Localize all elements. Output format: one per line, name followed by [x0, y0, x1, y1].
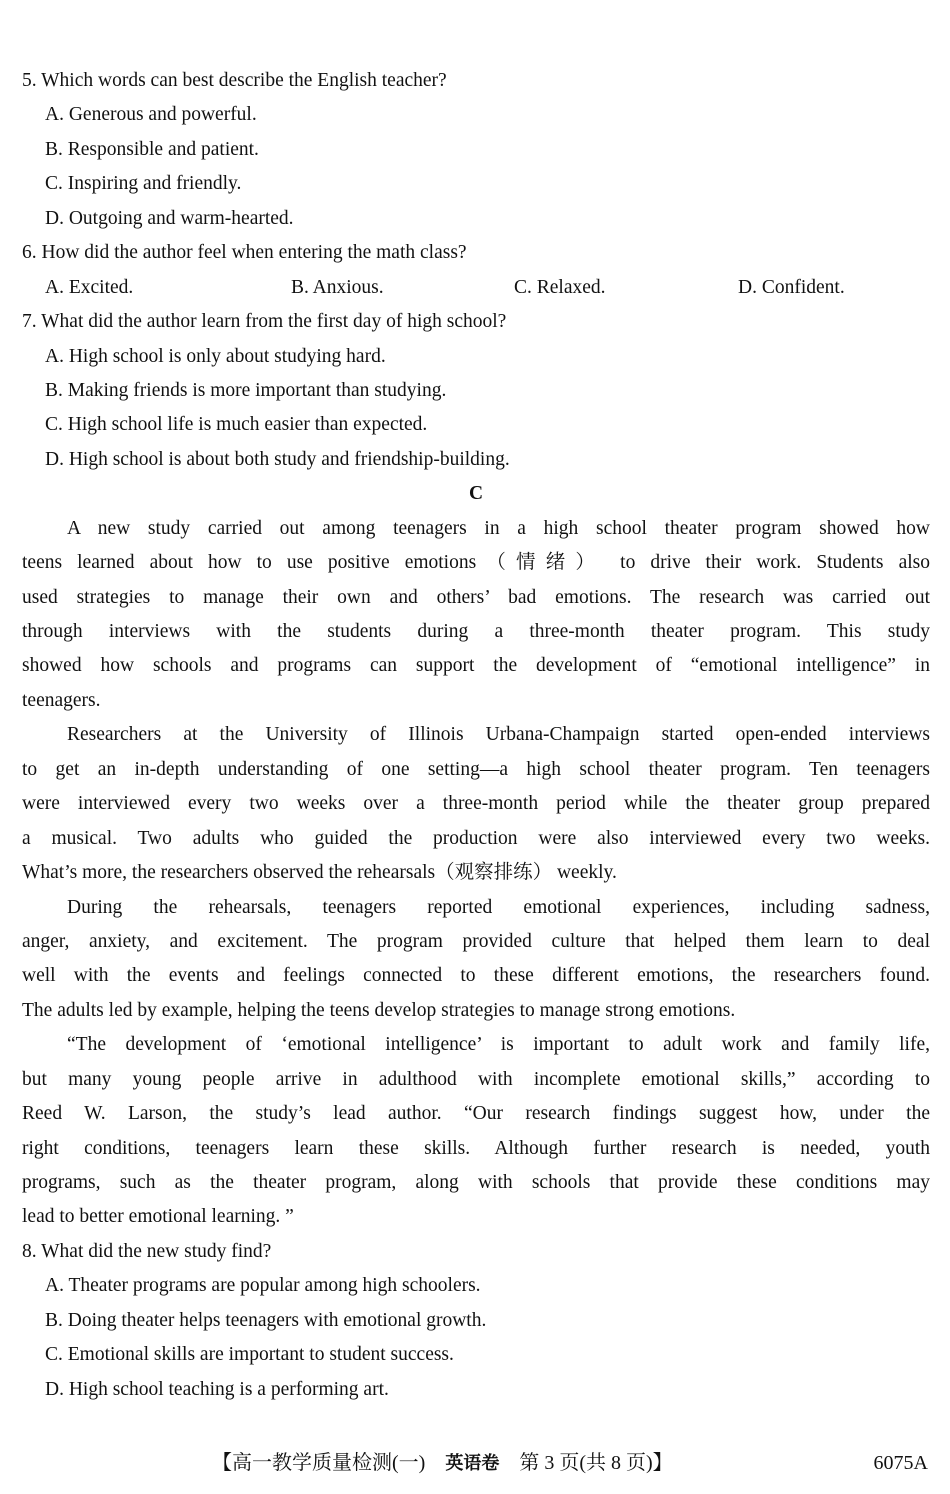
answer-option: D. Confident.	[738, 276, 845, 298]
passage-line: showed how schools and programs can support the development of “emotional intelligence” in	[22, 655, 930, 677]
answer-option: A. Generous and powerful.	[45, 104, 257, 126]
passage-line: Researchers at the University of Illinois Urbana-Champaign started open-ended interviews	[67, 724, 930, 746]
passage-line: teenagers.	[22, 689, 101, 711]
passage-line: lead to better emotional learning. ”	[22, 1206, 294, 1228]
passage-line: a musical. Two adults who guided the production were also interviewed every two weeks.	[22, 827, 930, 849]
passage-line: right conditions, teenagers learn these skills. Although further research is needed, youth	[22, 1137, 930, 1159]
passage-line: were interviewed every two weeks over a three-month period while the theater group prepared	[22, 793, 930, 815]
answer-option: B. Doing theater helps teenagers with emotional growth.	[45, 1309, 487, 1331]
passage-line: “The development of ‘emotional intelligence’ is important to adult work and family life,	[67, 1034, 930, 1056]
answer-option: C. Inspiring and friendly.	[45, 173, 242, 195]
answer-option: B. Responsible and patient.	[45, 138, 259, 160]
answer-option: B. Anxious.	[291, 276, 384, 298]
exam-page	[22, 64, 930, 1407]
question-stem: 8. What did the new study find?	[22, 1240, 272, 1262]
passage-line: What’s more, the researchers observed the rehearsals（观察排练） weekly.	[22, 862, 617, 884]
passage-line: Reed W. Larson, the study’s lead author. “Our research findings suggest how, under the	[22, 1103, 930, 1125]
footer-code: 6075A	[873, 1452, 928, 1474]
section-title: C	[468, 483, 484, 505]
answer-option: C. Relaxed.	[514, 276, 606, 298]
question-stem: 7. What did the author learn from the first day of high school?	[22, 311, 507, 333]
passage-line: teens learned about how to use positive emotions（情绪） to drive their work. Students also	[22, 552, 930, 574]
answer-option: A. Theater programs are popular among high schoolers.	[45, 1275, 481, 1297]
footer-title	[212, 1446, 673, 1481]
passage-line: A new study carried out among teenagers in a high school theater program showed how	[67, 517, 930, 539]
passage-line: to get an in-depth understanding of one setting—a high school theater program. Ten teenagers	[22, 758, 930, 780]
question-stem: 5. Which words can best describe the English teacher?	[22, 70, 447, 91]
passage-line: through interviews with the students during a three-month theater program. This study	[22, 621, 930, 642]
question-stem: 6. How did the author feel when entering the math class?	[22, 242, 467, 264]
answer-option: D. Outgoing and warm-hearted.	[45, 207, 294, 229]
passage-line: The adults led by example, helping the teens develop strategies to manage strong emotions.	[22, 999, 736, 1021]
footer-subject: 英语卷	[445, 1453, 500, 1474]
passage-line: anger, anxiety, and excitement. The program provided culture that helped them learn to deal	[22, 930, 930, 952]
answer-options-row	[22, 271, 930, 305]
passage-line: well with the events and feelings connected to these different emotions, the researchers found.	[22, 965, 930, 987]
answer-option: A. High school is only about studying hard.	[45, 345, 386, 367]
answer-option: D. High school is about both study and friendship-building.	[45, 448, 510, 470]
passage-line: used strategies to manage their own and others’ bad emotions. The research was carried out	[22, 586, 930, 608]
page-footer	[0, 1446, 950, 1480]
answer-option: C. Emotional skills are important to student success.	[45, 1344, 454, 1366]
footer-page-number: 第 3 页(共 8 页)】	[499, 1452, 673, 1474]
answer-option: C. High school life is much easier than expected.	[45, 414, 428, 436]
footer-exam-name: 【高一教学质量检测(一)	[212, 1452, 446, 1474]
passage-line: During the rehearsals, teenagers reported emotional experiences, including sadness,	[67, 896, 930, 918]
answer-option: A. Excited.	[45, 276, 134, 298]
answer-option: D. High school teaching is a performing art.	[45, 1378, 389, 1400]
passage-line: but many young people arrive in adulthood with incomplete emotional skills,” according to	[22, 1068, 930, 1090]
answer-option: B. Making friends is more important than studying.	[45, 379, 447, 401]
passage-line: programs, such as the theater program, along with schools that provide these conditions may	[22, 1172, 930, 1193]
